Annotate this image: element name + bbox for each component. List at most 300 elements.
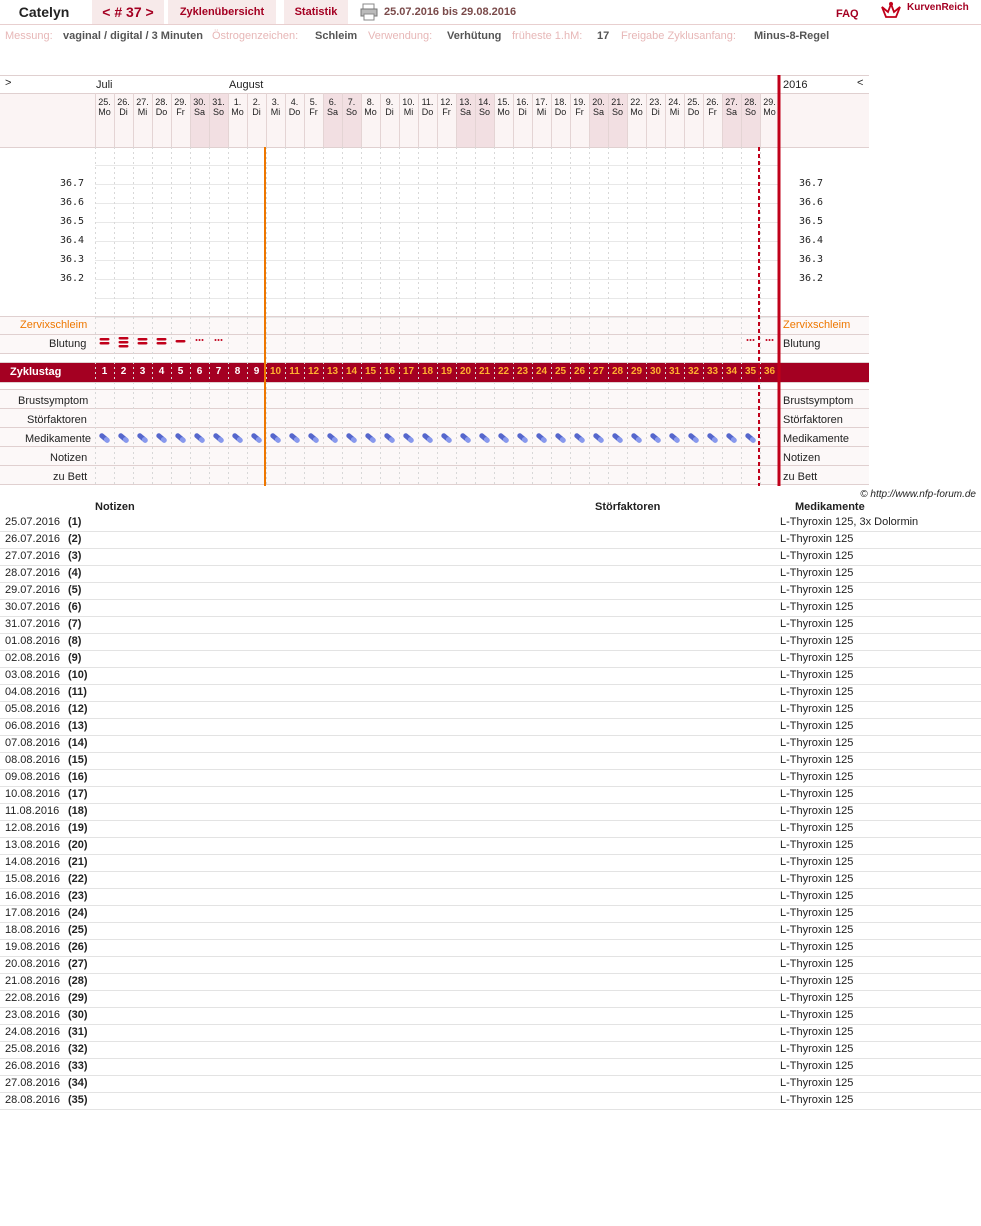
day-weekday: Mi (669, 107, 680, 117)
day-date: 2. (252, 97, 261, 107)
day-weekday: Do (421, 107, 434, 117)
cycle-day-number: 36 (763, 366, 776, 377)
row-date: 26.08.2016 (5, 1060, 61, 1072)
day-weekday: Fr (442, 107, 451, 117)
spotting-dot (766, 339, 768, 341)
table-row (0, 565, 981, 583)
day-header (551, 97, 570, 117)
row-date: 15.08.2016 (5, 873, 61, 885)
day-header (95, 97, 114, 117)
day-header (228, 97, 247, 117)
row-date: 21.08.2016 (5, 975, 61, 987)
day-weekday: Mi (536, 107, 547, 117)
col-notes: Notizen (95, 501, 135, 513)
row-cycle-day: (27) (68, 958, 88, 970)
day-header (380, 97, 399, 117)
day-header (684, 97, 703, 117)
tab-statistics[interactable]: Statistik (284, 0, 348, 24)
brand-name: KurvenReich (907, 2, 969, 13)
row-cycle-day: (21) (68, 856, 88, 868)
table-row (0, 531, 981, 549)
cycle-day-number: 21 (478, 366, 491, 377)
day-date: 4. (290, 97, 299, 107)
day-date: 9. (385, 97, 394, 107)
row-date: 14.08.2016 (5, 856, 61, 868)
row-date: 18.08.2016 (5, 924, 61, 936)
row-cycle-day: (5) (68, 584, 82, 596)
table-header (0, 501, 981, 515)
day-weekday: Mi (137, 107, 148, 117)
row-date: 07.08.2016 (5, 737, 61, 749)
cycle-day-number: 5 (177, 366, 184, 377)
day-weekday: So (478, 107, 490, 117)
row-date: 05.08.2016 (5, 703, 61, 715)
bleeding-mark (138, 342, 148, 345)
row-date: 20.08.2016 (5, 958, 61, 970)
day-weekday: Mo (497, 107, 510, 117)
temp-label-left: 36.4 (60, 235, 85, 246)
spotting-dot (747, 339, 749, 341)
row-label-bleeding-right: Blutung (783, 338, 821, 350)
use-label: Verwendung: (368, 30, 433, 42)
spotting-dot (218, 339, 220, 341)
cycle-day-number: 10 (269, 366, 282, 377)
table-row (0, 956, 981, 974)
row-label-notes: Notizen (50, 452, 88, 464)
row-label-bed-right: zu Bett (783, 471, 818, 483)
row-date: 16.08.2016 (5, 890, 61, 902)
day-weekday: Mi (270, 107, 281, 117)
day-date: 28. (155, 97, 168, 107)
scroll-right-button[interactable]: < (857, 77, 864, 89)
row-medication: L-Thyroxin 125 (780, 788, 854, 800)
row-label-cervix-right: Zervixschleim (783, 319, 851, 331)
row-cycle-day: (32) (68, 1043, 88, 1055)
use-value: Verhütung (447, 30, 502, 42)
row-medication: L-Thyroxin 125 (780, 635, 854, 647)
row-medication: L-Thyroxin 125 (780, 822, 854, 834)
day-header (589, 97, 608, 117)
day-header (646, 97, 665, 117)
cycle-day-number: 14 (345, 366, 358, 377)
day-header (418, 97, 437, 117)
table-row (0, 752, 981, 770)
day-weekday: Fr (176, 107, 185, 117)
day-date: 8. (366, 97, 375, 107)
day-date: 18. (554, 97, 567, 107)
row-medication: L-Thyroxin 125 (780, 567, 854, 579)
day-header (437, 97, 456, 117)
day-header (133, 97, 152, 117)
year-label: 2016 (783, 79, 808, 91)
cycle-day-number: 16 (383, 366, 396, 377)
faq-link[interactable]: FAQ (836, 8, 859, 20)
table-row (0, 701, 981, 719)
day-header (285, 97, 304, 117)
table-row (0, 735, 981, 753)
table-row (0, 718, 981, 736)
table-row (0, 820, 981, 838)
row-date: 17.08.2016 (5, 907, 61, 919)
cycle-day-number: 6 (196, 366, 203, 377)
day-date: 26. (706, 97, 719, 107)
row-medication: L-Thyroxin 125 (780, 652, 854, 664)
row-medication: L-Thyroxin 125 (780, 1077, 854, 1089)
cycle-day-number: 3 (139, 366, 146, 377)
day-header (570, 97, 589, 117)
row-medication: L-Thyroxin 125 (780, 584, 854, 596)
day-date: 12. (440, 97, 453, 107)
row-label-disturb-right: Störfaktoren (783, 414, 843, 426)
cycle-day-number: 2 (120, 366, 127, 377)
day-date: 23. (649, 97, 662, 107)
table-row (0, 599, 981, 617)
row-date: 02.08.2016 (5, 652, 61, 664)
day-header (475, 97, 494, 117)
day-date: 25. (98, 97, 111, 107)
row-medication: L-Thyroxin 125 (780, 1043, 854, 1055)
row-cycle-day: (20) (68, 839, 88, 851)
row-medication: L-Thyroxin 125 (780, 686, 854, 698)
row-date: 09.08.2016 (5, 771, 61, 783)
day-date: 6. (328, 97, 337, 107)
row-medication: L-Thyroxin 125 (780, 1026, 854, 1038)
cycle-day-number: 24 (535, 366, 548, 377)
row-medication: L-Thyroxin 125 (780, 839, 854, 851)
day-date: 17. (535, 97, 548, 107)
table-row (0, 684, 981, 702)
row-cycle-day: (2) (68, 533, 82, 545)
day-header (627, 97, 646, 117)
row-cycle-day: (33) (68, 1060, 88, 1072)
spotting-dot (769, 339, 771, 341)
row-date: 24.08.2016 (5, 1026, 61, 1038)
row-date: 12.08.2016 (5, 822, 61, 834)
row-cycle-day: (11) (68, 686, 87, 698)
row-label-notes-right: Notizen (783, 452, 821, 464)
day-header (361, 97, 380, 117)
row-date: 22.08.2016 (5, 992, 61, 1004)
row-cycle-day: (18) (68, 805, 88, 817)
row-medication: L-Thyroxin 125 (780, 1009, 854, 1021)
day-weekday: Sa (326, 107, 338, 117)
cycle-day-number: 25 (554, 366, 567, 377)
day-weekday: Di (518, 107, 527, 117)
hm-label: früheste 1.hM: (512, 30, 583, 42)
day-weekday: So (611, 107, 623, 117)
row-medication: L-Thyroxin 125 (780, 924, 854, 936)
row-label-cycleday: Zyklustag (10, 366, 62, 378)
row-band (0, 447, 869, 465)
day-weekday: So (744, 107, 756, 117)
day-date: 5. (309, 97, 318, 107)
day-weekday: Di (651, 107, 660, 117)
cycle-day-number: 17 (402, 366, 415, 377)
cycle-day-number: 23 (516, 366, 529, 377)
row-medication: L-Thyroxin 125 (780, 550, 854, 562)
day-header (190, 97, 209, 117)
cycle-day-number: 4 (158, 366, 165, 377)
bleeding-mark (119, 341, 129, 344)
cycle-day-number: 30 (649, 366, 662, 377)
day-date: 29. (174, 97, 187, 107)
row-band (0, 428, 869, 446)
day-date: 20. (592, 97, 605, 107)
day-weekday: Di (385, 107, 394, 117)
day-date: 1. (233, 97, 242, 107)
day-header (513, 97, 532, 117)
top-navigation (0, 0, 981, 25)
row-cycle-day: (9) (68, 652, 82, 664)
release-label: Freigabe Zyklusanfang: (621, 30, 736, 42)
temp-label-left: 36.6 (60, 197, 85, 208)
bleeding-mark (157, 342, 167, 345)
row-date: 25.08.2016 (5, 1043, 61, 1055)
day-weekday: Sa (592, 107, 604, 117)
col-disturb: Störfaktoren (595, 501, 661, 513)
day-weekday: Mo (630, 107, 643, 117)
row-label-meds-right: Medikamente (783, 433, 850, 445)
row-label-breast: Brustsymptom (18, 395, 89, 407)
temp-label-left: 36.5 (60, 216, 85, 227)
table-row (0, 1007, 981, 1025)
row-label-breast-right: Brustsymptom (783, 395, 854, 407)
row-label-bleeding: Blutung (49, 338, 87, 350)
row-cycle-day: (12) (68, 703, 88, 715)
cycle-day-number: 22 (497, 366, 510, 377)
row-band (0, 409, 869, 427)
row-cycle-day: (26) (68, 941, 88, 953)
day-weekday: Fr (575, 107, 584, 117)
release-value: Minus-8-Regel (754, 30, 830, 42)
cycle-day-number: 28 (611, 366, 624, 377)
table-row (0, 1024, 981, 1042)
row-medication: L-Thyroxin 125 (780, 720, 854, 732)
row-medication: L-Thyroxin 125, 3x Dolormin (780, 516, 919, 528)
day-header (494, 97, 513, 117)
bleeding-mark (138, 338, 148, 341)
table-row (0, 939, 981, 957)
row-date: 01.08.2016 (5, 635, 61, 647)
tab-cycle-overview[interactable]: Zyklenübersicht (168, 0, 276, 24)
bleeding-mark (157, 338, 167, 341)
row-label-disturb: Störfaktoren (27, 414, 87, 426)
day-weekday: Mo (231, 107, 244, 117)
day-header (722, 97, 741, 117)
table-row (0, 1041, 981, 1059)
row-cycle-day: (31) (68, 1026, 88, 1038)
cycle-day-number: 15 (364, 366, 377, 377)
row-date: 31.07.2016 (5, 618, 61, 630)
day-date: 16. (516, 97, 529, 107)
row-medication: L-Thyroxin 125 (780, 669, 854, 681)
month-july: Juli (96, 79, 113, 91)
day-date: 13. (459, 97, 472, 107)
table-row (0, 616, 981, 634)
day-date: 10. (402, 97, 415, 107)
row-medication: L-Thyroxin 125 (780, 907, 854, 919)
temp-label-left: 36.3 (60, 254, 85, 265)
cycle-day-number: 18 (421, 366, 434, 377)
day-weekday: Mo (364, 107, 377, 117)
row-medication: L-Thyroxin 125 (780, 1094, 854, 1106)
day-weekday: Sa (459, 107, 471, 117)
row-date: 28.07.2016 (5, 567, 61, 579)
row-cycle-day: (28) (68, 975, 88, 987)
user-name[interactable]: Catelyn (18, 4, 70, 20)
day-date: 14. (478, 97, 491, 107)
row-cycle-day: (23) (68, 890, 88, 902)
row-label-meds: Medikamente (25, 433, 92, 445)
printer-icon[interactable] (360, 0, 378, 24)
row-cycle-day: (14) (68, 737, 88, 749)
day-date: 31. (212, 97, 225, 107)
row-medication: L-Thyroxin 125 (780, 754, 854, 766)
table-row (0, 837, 981, 855)
row-medication: L-Thyroxin 125 (780, 992, 854, 1004)
row-medication: L-Thyroxin 125 (780, 958, 854, 970)
row-cycle-day: (16) (68, 771, 88, 783)
row-cycle-day: (3) (68, 550, 82, 562)
day-header (703, 97, 722, 117)
row-cycle-day: (10) (68, 669, 88, 681)
table-row (0, 1058, 981, 1076)
row-cycle-day: (15) (68, 754, 88, 766)
bleeding-mark (100, 338, 110, 341)
copyright[interactable]: © http://www.nfp-forum.de (860, 489, 976, 500)
day-header (304, 97, 323, 117)
spotting-dot (202, 339, 204, 341)
temp-label-right: 36.5 (799, 216, 824, 227)
cycle-navigator[interactable]: < # 37 > (92, 0, 164, 24)
day-date: 28. (744, 97, 757, 107)
table-row (0, 514, 981, 532)
temp-label-right: 36.7 (799, 178, 824, 189)
day-header (266, 97, 285, 117)
row-band (0, 466, 869, 484)
day-weekday: Sa (193, 107, 205, 117)
cycle-day-number: 1 (101, 366, 108, 377)
sign-value: Schleim (315, 30, 358, 42)
table-row (0, 905, 981, 923)
cycle-day-number: 26 (573, 366, 586, 377)
row-cycle-day: (8) (68, 635, 82, 647)
crown-icon (880, 1, 902, 21)
day-weekday: Di (119, 107, 128, 117)
row-cycle-day: (22) (68, 873, 88, 885)
row-cycle-day: (35) (68, 1094, 88, 1106)
row-cycle-day: (6) (68, 601, 82, 613)
day-weekday: Sa (725, 107, 737, 117)
row-cycle-day: (30) (68, 1009, 88, 1021)
row-cycle-day: (4) (68, 567, 82, 579)
table-row (0, 888, 981, 906)
day-header (114, 97, 133, 117)
day-header (399, 97, 418, 117)
day-weekday: Di (252, 107, 261, 117)
row-band (0, 316, 869, 334)
row-medication: L-Thyroxin 125 (780, 890, 854, 902)
bleeding-mark (176, 340, 186, 343)
spotting-dot (753, 339, 755, 341)
col-meds: Medikamente (795, 501, 865, 513)
row-date: 04.08.2016 (5, 686, 61, 698)
row-medication: L-Thyroxin 125 (780, 601, 854, 613)
row-cycle-day: (17) (68, 788, 88, 800)
table-row (0, 990, 981, 1008)
cycle-day-number: 13 (326, 366, 339, 377)
spotting-dot (750, 339, 752, 341)
month-august: August (229, 79, 264, 91)
row-date: 13.08.2016 (5, 839, 61, 851)
day-header (608, 97, 627, 117)
row-date: 06.08.2016 (5, 720, 61, 732)
cycle-day-number: 31 (668, 366, 681, 377)
row-cycle-day: (7) (68, 618, 82, 630)
temp-label-right: 36.4 (799, 235, 824, 246)
table-row (0, 769, 981, 787)
day-header (247, 97, 266, 117)
day-date: 24. (668, 97, 681, 107)
day-date: 25. (687, 97, 700, 107)
table-row (0, 667, 981, 685)
table-row (0, 973, 981, 991)
day-header (741, 97, 760, 117)
brand-logo[interactable] (880, 0, 981, 24)
day-weekday: So (212, 107, 224, 117)
cycle-day-number: 11 (289, 366, 300, 377)
temp-label-right: 36.6 (799, 197, 824, 208)
scroll-left-button[interactable]: > (5, 77, 12, 89)
row-medication: L-Thyroxin 125 (780, 856, 854, 868)
day-header (323, 97, 342, 117)
cycle-chart (0, 75, 869, 486)
day-date: 30. (193, 97, 206, 107)
measure-label: Messung: (5, 30, 53, 42)
day-weekday: Mi (403, 107, 414, 117)
row-cycle-day: (29) (68, 992, 88, 1004)
row-date: 23.08.2016 (5, 1009, 61, 1021)
row-date: 26.07.2016 (5, 533, 61, 545)
row-cycle-day: (25) (68, 924, 88, 936)
row-date: 30.07.2016 (5, 601, 61, 613)
cycle-day-number: 12 (307, 366, 320, 377)
row-date: 03.08.2016 (5, 669, 61, 681)
day-header (760, 97, 779, 117)
row-label-cervix: Zervixschleim (20, 319, 88, 331)
row-medication: L-Thyroxin 125 (780, 873, 854, 885)
row-band (0, 390, 869, 408)
row-band (0, 335, 869, 353)
row-medication: L-Thyroxin 125 (780, 771, 854, 783)
row-medication: L-Thyroxin 125 (780, 618, 854, 630)
cycle-day-number: 35 (744, 366, 757, 377)
bleeding-mark (119, 345, 129, 348)
day-header (171, 97, 190, 117)
row-date: 19.08.2016 (5, 941, 61, 953)
day-date: 27. (725, 97, 738, 107)
cycle-day-number: 20 (459, 366, 472, 377)
day-weekday: Mo (98, 107, 111, 117)
day-date: 21. (611, 97, 624, 107)
row-date: 08.08.2016 (5, 754, 61, 766)
row-date: 27.08.2016 (5, 1077, 61, 1089)
bleeding-mark (100, 342, 110, 345)
row-medication: L-Thyroxin 125 (780, 941, 854, 953)
day-date: 29. (763, 97, 776, 107)
day-weekday: So (345, 107, 357, 117)
temp-label-left: 36.2 (60, 273, 85, 284)
